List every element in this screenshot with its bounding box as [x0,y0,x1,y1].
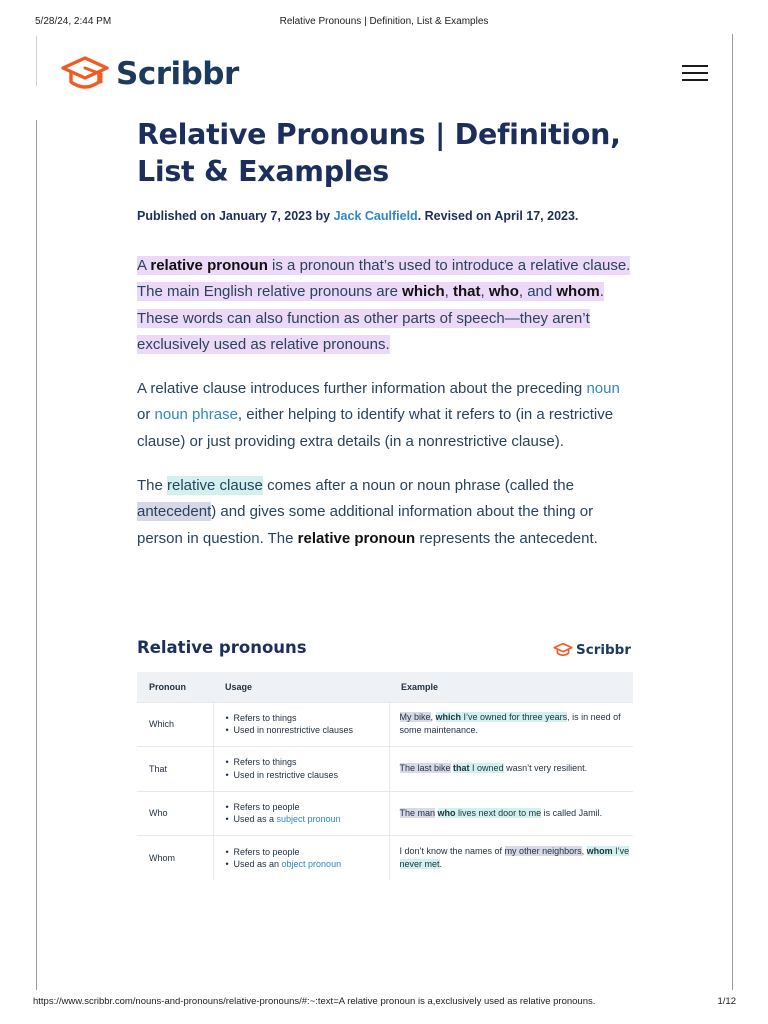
page-border-left [36,120,37,990]
figure-scribbr-logo [553,642,631,658]
figure-brand-wordmark: Scribbr [576,642,631,658]
scribbr-logo[interactable] [60,54,239,94]
subject-pronoun-link[interactable]: subject pronoun [276,814,341,825]
example-text: , [581,846,587,856]
graduation-cap-icon [553,642,573,658]
highlighted-definition: A relative pronoun is a pronoun that’s used to introduce a relative clause. The main English relative pronouns are which, that, who, and whom. These words can also function as other parts of speech—they aren’t exclusively used as relative pronouns. [137,257,631,353]
table-header-row [137,672,633,702]
print-url: https://www.scribbr.com/nouns-and-pronouns/relative-pronouns/#:~:text=A relative pronoun is a,exclusively used as relative pronouns. [33,996,596,1007]
antecedent-paragraph: The relative clause comes after a noun or noun phrase (called the antecedent) and gives some additional information about the thing or person in question. The relative pronoun represents the antecedent. [137,477,598,547]
usage-cell: • Refers to people • Used as a subject pronoun [213,791,389,836]
usage-cell: • Refers to people • Used as an object pronoun [213,836,389,881]
print-header [0,16,768,30]
hamburger-menu-icon[interactable] [682,64,708,84]
page-border-left-top [36,36,37,86]
pronoun-highlight: which [435,712,462,723]
article [137,116,633,552]
print-page-title: Relative Pronouns | Definition, List & Examples [279,16,489,27]
byline-revised: . Revised on April 17, 2023. [417,209,579,223]
print-page-number: 1/12 [717,996,736,1007]
intro-paragraph [137,253,633,358]
relative-clause-highlight: relative clause [167,477,263,495]
usage-cell: • Refers to things • Used in nonrestrictive clauses [213,702,389,747]
pronoun-highlight: who [437,807,456,818]
table-row [137,836,633,881]
clause-highlight: I’ve owned for three years [461,712,568,723]
table-row [137,791,633,836]
table-row [137,702,633,747]
clause-highlight: lives next door to me [455,807,542,818]
example-text: wasn’t very resilient. [503,763,588,774]
example-cell [389,791,633,836]
noun-link[interactable]: noun [586,380,620,398]
example-text: , [430,712,436,723]
example-text: . [439,859,443,869]
example-cell [389,747,633,792]
example-text: is called Jamil. [541,807,603,818]
antecedent-highlight: My bike [399,712,431,723]
pronoun-cell: That [137,747,213,792]
figure-title: Relative pronouns [137,638,307,657]
pronoun-highlight: whom [586,846,613,856]
clause-highlight: I owned [469,763,504,774]
graduation-cap-icon [60,54,110,94]
antecedent-highlight: The man [399,807,436,818]
page-border-right [732,34,733,990]
example-cell [389,836,633,881]
table-row [137,747,633,792]
noun-phrase-link[interactable]: noun phrase [154,406,238,424]
usage-cell: • Refers to things • Used in restrictive clauses [213,747,389,792]
example-cell [389,702,633,747]
article-title: Relative Pronouns | Definition, List & Examples [137,118,621,188]
relative-pronouns-figure [137,628,633,884]
pronoun-cell: Who [137,791,213,836]
print-footer [0,996,768,1010]
pronoun-cell: Which [137,702,213,747]
brand-wordmark: Scribbr [116,56,239,92]
relative-clause-paragraph: A relative clause introduces further information about the preceding noun or noun phrase, either helping to identify what it refers to (in a restrictive clause) or just providing extra details (in a nonrestrictive clause). [137,380,620,450]
header-example: Example [389,672,633,702]
print-date: 5/28/24, 2:44 PM [35,16,112,27]
byline-published: Published on January 7, 2023 by [137,209,334,223]
antecedent-highlight: The last bike [399,763,451,774]
antecedent-highlight: my other neighbors [504,846,582,856]
relative-pronouns-table [137,672,633,880]
header-usage: Usage [213,672,389,702]
antecedent-highlight: antecedent [137,503,212,521]
byline [137,209,633,223]
example-text: I don’t know the names of [399,846,505,856]
pronoun-highlight: that [453,763,470,774]
object-pronoun-link[interactable]: object pronoun [281,859,342,869]
example-text: , is in need of some maintenance. [399,712,621,736]
clause-highlight: I’ve never met [399,846,630,869]
author-link[interactable]: Jack Caulfield [333,209,418,223]
header-pronoun: Pronoun [137,672,213,702]
pronoun-cell: Whom [137,836,213,881]
